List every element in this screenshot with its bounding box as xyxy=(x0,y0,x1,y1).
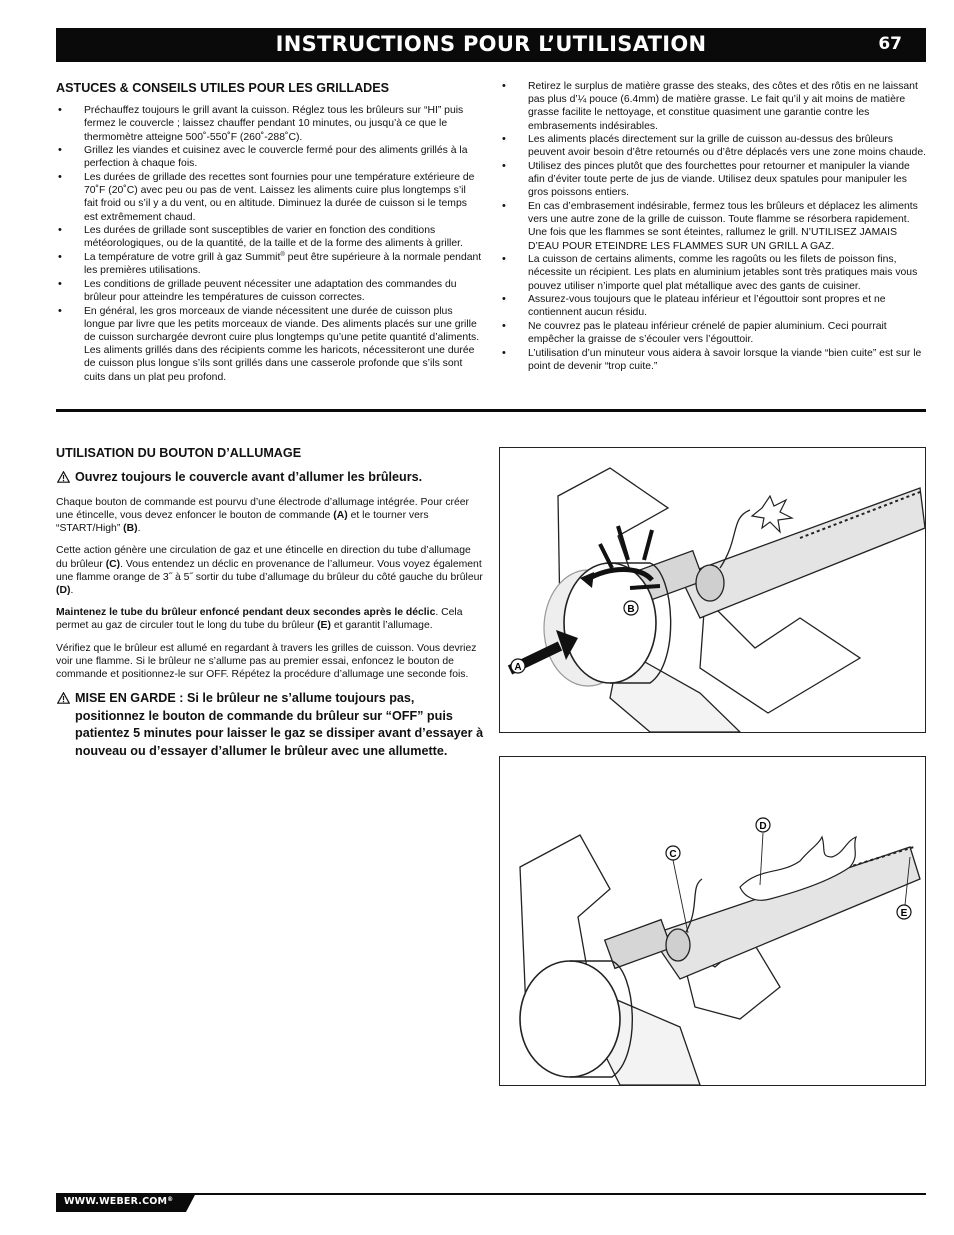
control-knob xyxy=(564,563,656,683)
click-mark xyxy=(644,530,652,560)
text: et garantit l’allumage. xyxy=(330,620,433,632)
list-item: • Les aliments placés directement sur la grille de cuisson au-dessus des brûleurs peuvent avoir besoin d’être retournés ou d’être déplacés vers une zone moins chaude. xyxy=(500,133,926,159)
list-item: • Ne couvrez pas le plateau inférieur crénelé de papier aluminium. Ceci pourrait empêcher la graisse de s’écouler vers l’égouttoir. xyxy=(500,320,926,346)
tips-right-column xyxy=(500,80,926,374)
list-item-summit xyxy=(56,251,482,277)
text: Chaque bouton de commande est pourvu d’une électrode d’allumage intégrée. Pour créer une étincelle, vous devez enfoncer le bouton de commande xyxy=(56,496,470,521)
callout-b-label: B xyxy=(627,604,635,615)
knob-push-illustration xyxy=(500,448,925,732)
list-item: • Grillez les viandes et cuisinez avec le couvercle fermé pour des aliments grillés à la perfection à chaque fois. xyxy=(56,144,482,170)
ignition-heading: UTILISATION DU BOUTON D’ALLUMAGE xyxy=(56,446,302,460)
registered-mark: ® xyxy=(280,252,285,258)
open-lid-warning xyxy=(56,469,484,487)
ignition-paragraph-2 xyxy=(56,544,484,597)
text: Cette action génère une circulation de gaz et une étincelle en direction du tube d’allumage du brûleur xyxy=(56,545,471,570)
spark-icon xyxy=(752,496,792,532)
list-item: • Retirez le surplus de matière grasse des steaks, des côtes et des rôtis en ne laissant pas plus d’¼ pouce (6.4mm) de matière grasse. Le fait qu’il y ait moins de matière grasse facilite le nettoyage, et constitue quasiment une garantie contre les embrasements indésirables. xyxy=(500,80,926,133)
text: . xyxy=(70,584,74,596)
list-item: • Les durées de grillade des recettes sont fournies pour une température extérieure de 70˚F (20˚C) avec peu ou pas de vent. Laissez les aliments cuire plus longtemps s’il fait froid ou s’il y a du vent, ou en altitude. Diminuez la durée de cuisson si le temps est extrêmement chaud. xyxy=(56,171,482,224)
list-item: • En général, les gros morceaux de viande nécessitent une durée de cuisson plus longue par livre que les petits morceaux de viande. Des aliments placés sur une grille de cuisson surchargée devront cuire plus longtemps qu’une petite quantité d’aliments. Les aliments grillés dans des récipients comme les haricots, nécessiteront une durée de cuisson plus longue s’ils sont grillés dans une casserole profonde que s’ils sont cuits dans un plat peu profond. xyxy=(56,305,482,384)
ref-b: (B) xyxy=(123,523,138,535)
page-header xyxy=(56,28,926,62)
summit-text-a: La température de votre grill à gaz Summit xyxy=(84,252,281,263)
burner-flame-illustration xyxy=(500,757,925,1085)
page-title: INSTRUCTIONS POUR L’UTILISATION xyxy=(275,32,707,56)
tips-heading: ASTUCES & CONSEILS UTILES POUR LES GRILLADES xyxy=(56,81,390,95)
text: . Vous entendez un déclic en provenance de l’allumeur. Vous voyez également une flamme orange de 3˝ à 5˝ sortir du tube d’allumage du brûleur du côté gauche du brûleur xyxy=(56,558,483,583)
ref-e: (E) xyxy=(317,620,331,632)
tips-list-left xyxy=(56,104,482,384)
warning-icon xyxy=(57,471,70,483)
tips-list-right xyxy=(500,80,926,373)
ref-d: (D) xyxy=(56,584,71,596)
website-text: WWW.WEBER.COM xyxy=(64,1196,168,1207)
list-item: • Assurez-vous toujours que le plateau inférieur et l’égouttoir sont propres et ne contiennent aucun résidu. xyxy=(500,293,926,319)
ignition-illustration-1 xyxy=(499,447,926,733)
callout-d-label: D xyxy=(759,821,767,832)
list-item: • Utilisez des pinces plutôt que des fourchettes pour retourner et manipuler la viande afin d’éviter toute perte de jus de viande. Utilisez deux spatules pour manipuler les gros poissons entiers. xyxy=(500,160,926,200)
caution-text: MISE EN GARDE : Si le brûleur ne s’allume toujours pas, positionnez le bouton de commande du brûleur sur “OFF” puis patientez 5 minutes pour laisser le gaz se dissiper avant d’essayer à nouveau ou d’essayer d’allumer le brûleur avec une allumette. xyxy=(75,691,484,758)
callout-a-label: A xyxy=(514,662,522,673)
click-mark xyxy=(630,586,660,588)
list-item: • La cuisson de certains aliments, comme les ragoûts ou les filets de poisson fins, nécessite un récipient. Les plats en aluminium jetables sont très pratiques mais vous pouvez utiliser n’importe quel plat métallique avec des gants de cuisiner. xyxy=(500,253,926,293)
section-divider xyxy=(56,409,926,412)
ignition-paragraph-1 xyxy=(56,496,484,536)
text: . Cela permet au gaz de circuler tout le long du tube du brûleur xyxy=(56,607,463,632)
igniter-coil xyxy=(666,929,690,961)
list-item: • Les conditions de grillade peuvent nécessiter une adaptation des commandes du brûleur pour atteindre les températures de cuisson correctes. xyxy=(56,278,482,304)
registered-mark: ® xyxy=(167,1196,174,1203)
ignition-column xyxy=(56,445,484,769)
callout-e-label: E xyxy=(900,908,908,919)
footer-website[interactable] xyxy=(64,1196,173,1207)
list-item: • Les durées de grillade sont susceptibles de varier en fonction des conditions météorologiques, ou de la quantité, de la taille et de la forme des aliments à griller. xyxy=(56,224,482,250)
ref-a: (A) xyxy=(333,509,348,521)
burner-tube xyxy=(650,847,920,979)
open-lid-warning-text: Ouvrez toujours le couvercle avant d’allumer les brûleurs. xyxy=(75,470,423,485)
list-item: • L’utilisation d’un minuteur vous aidera à savoir lorsque la viande “bien cuite” est sur le point de devenir “trop cuite.” xyxy=(500,347,926,373)
page-number: 67 xyxy=(878,34,902,54)
text: . xyxy=(137,523,141,535)
list-item: • En cas d’embrasement indésirable, fermez tous les brûleurs et déplacez les aliments vers une autre zone de la grille de cuisson. Toute flamme se résorbera rapidement. Une fois que les flammes se sont éteintes, rallumez le grill. N’UTILISEZ JAMAIS D’EAU POUR ETEINDRE LES FLAMMES SUR UN GRILL A GAZ. xyxy=(500,200,926,253)
caution-warning xyxy=(56,690,484,760)
leader-line-c xyxy=(673,860,688,933)
valve-body xyxy=(605,920,672,969)
text: et le tourner vers “START/High” xyxy=(56,509,429,535)
heat-shield-shape xyxy=(700,598,860,713)
ignition-paragraph-4: Vérifiez que le brûleur est allumé en regardant à travers les grilles de cuisson. Vous devriez voir une flamme. Si le brûleur ne s’allume pas au premier essai, enfoncez le bouton de commande et positionnez-le sur OFF. Répétez la procédure d’allumage une seconde fois. xyxy=(56,642,477,680)
bold-instruction: Maintenez le tube du brûleur enfoncé pendant deux secondes après le déclic xyxy=(56,607,436,619)
control-knob xyxy=(520,961,620,1077)
summit-text-b: peut être supérieure à la normale pendant les premières utilisations. xyxy=(84,252,482,277)
igniter-coil xyxy=(696,565,724,601)
ignition-illustration-2 xyxy=(499,756,926,1086)
warning-icon xyxy=(57,692,70,704)
ref-c: (C) xyxy=(105,558,121,570)
ignition-paragraph-3 xyxy=(56,606,484,632)
list-item: • Préchauffez toujours le grill avant la cuisson. Réglez tous les brûleurs sur “HI” puis fermez le couvercle ; laissez chauffer pendant 10 minutes, ou jusqu’à ce que le thermomètre atteigne 500˚-550˚F (260˚-288˚C). xyxy=(56,104,482,144)
callout-c-label: C xyxy=(669,849,677,860)
tips-left-column xyxy=(56,80,482,384)
